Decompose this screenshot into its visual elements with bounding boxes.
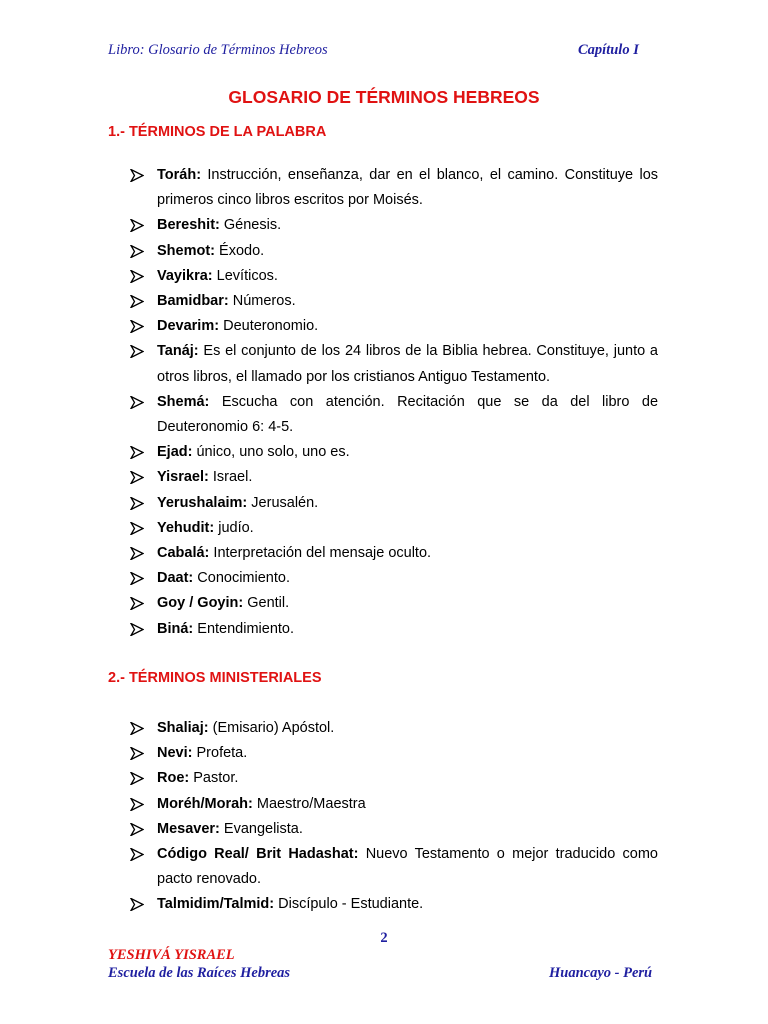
list-item — [130, 239, 658, 264]
arrow-bullet-icon — [130, 219, 144, 232]
list-item — [130, 591, 658, 616]
arrow-bullet-icon — [130, 497, 144, 510]
list-item — [130, 842, 658, 892]
list-item — [130, 617, 658, 642]
footer-location: Huancayo - Perú — [549, 965, 653, 981]
terms-list-palabra — [130, 163, 658, 642]
arrow-bullet-icon — [130, 747, 144, 760]
term-definition: Éxodo. — [219, 242, 265, 259]
page-number: 2 — [380, 930, 388, 946]
term-definition: Evangelista. — [223, 820, 303, 837]
arrow-bullet-icon — [130, 245, 144, 258]
header-book-title: Libro: Glosario de Términos Hebreos — [108, 42, 328, 58]
list-item — [130, 541, 658, 566]
list-item — [130, 566, 658, 591]
arrow-bullet-icon — [130, 772, 144, 785]
arrow-bullet-icon — [130, 345, 144, 358]
arrow-bullet-icon — [130, 597, 144, 610]
arrow-bullet-icon — [130, 270, 144, 283]
list-item — [130, 390, 658, 440]
arrow-bullet-icon — [130, 572, 144, 585]
term-definition: Interpretación del mensaje oculto. — [213, 545, 432, 562]
term-name: Vayikra: — [157, 267, 213, 284]
term-definition: Profeta. — [196, 745, 248, 762]
term-definition: Israel. — [212, 469, 253, 486]
list-item — [130, 314, 658, 339]
term-name: Bereshit: — [157, 217, 220, 234]
term-definition: (Emisario) Apóstol. — [212, 720, 335, 736]
arrow-bullet-icon — [130, 295, 144, 308]
arrow-bullet-icon — [130, 623, 144, 636]
list-item — [130, 792, 658, 817]
list-item — [130, 766, 658, 791]
term-definition: Levíticos. — [216, 267, 278, 284]
arrow-bullet-icon — [130, 396, 144, 409]
term-name: Nevi: — [157, 745, 193, 762]
term-name: Yehudit: — [157, 519, 215, 536]
term-name: Cabalá: — [157, 545, 210, 562]
term-name: Yisrael: — [157, 469, 209, 486]
list-item — [130, 817, 658, 842]
term-definition: Conocimiento. — [197, 570, 290, 587]
term-definition: Deuteronomio. — [223, 318, 319, 335]
arrow-bullet-icon — [130, 446, 144, 459]
footer-org: YESHIVÁ YISRAEL — [108, 947, 235, 963]
term-definition: Escucha con atención. Recitación que se da del libro de Deuteronomio 6: 4-5. — [157, 393, 659, 436]
term-name: Toráh: — [157, 167, 202, 183]
term-definition: Maestro/Maestra — [256, 795, 366, 812]
arrow-bullet-icon — [130, 798, 144, 811]
arrow-bullet-icon — [130, 848, 144, 861]
list-item — [130, 491, 658, 516]
header-chapter: Capítulo I — [578, 42, 639, 58]
term-definition: Números. — [232, 293, 296, 310]
term-name: Bamidbar: — [157, 293, 229, 310]
term-name: Mesaver: — [157, 820, 220, 837]
term-definition: Entendimiento. — [197, 620, 295, 637]
term-definition: Instrucción, enseñanza, dar en el blanco, el camino. Constituye los primeros cinco libros escritos por Moisés. — [157, 167, 659, 209]
term-name: Shaliaj: — [157, 720, 209, 736]
term-name: Moréh/Morah: — [157, 795, 253, 812]
page-title: GLOSARIO DE TÉRMINOS HEBREOS — [228, 87, 540, 107]
term-definition: Discípulo - Estudiante. — [278, 896, 424, 913]
list-item — [130, 163, 658, 213]
list-item — [130, 892, 658, 917]
term-name: Goy / Goyin: — [157, 595, 244, 612]
term-definition: único, uno solo, uno es. — [196, 444, 350, 461]
term-name: Código Real/ Brit Hadashat: — [157, 846, 359, 863]
footer-school: Escuela de las Raíces Hebreas — [108, 965, 291, 981]
term-definition: Gentil. — [247, 595, 290, 612]
section-heading-palabra: 1.- TÉRMINOS DE LA PALABRA — [108, 124, 327, 140]
term-name: Biná: — [157, 620, 194, 637]
arrow-bullet-icon — [130, 547, 144, 560]
term-name: Yerushalaim: — [157, 494, 248, 511]
list-item — [130, 516, 658, 541]
list-item — [130, 465, 658, 490]
term-name: Daat: — [157, 570, 194, 587]
list-item — [130, 716, 658, 741]
section-heading-ministeriales: 2.- TÉRMINOS MINISTERIALES — [108, 670, 322, 686]
terms-list-ministeriales — [130, 716, 658, 918]
arrow-bullet-icon — [130, 320, 144, 333]
term-name: Ejad: — [157, 444, 193, 461]
term-definition: Nuevo Testamento o mejor traducido como pacto renovado. — [157, 846, 658, 888]
arrow-bullet-icon — [130, 522, 144, 535]
term-definition: Es el conjunto de los 24 libros de la Biblia hebrea. Constituye, junto a otros libros, el llamado por los cristianos Antiguo Testamento. — [157, 343, 658, 385]
arrow-bullet-icon — [130, 722, 144, 735]
term-definition: Jerusalén. — [251, 494, 319, 511]
term-name: Shemot: — [157, 242, 215, 259]
list-item — [130, 264, 658, 289]
term-name: Talmidim/Talmid: — [157, 896, 275, 913]
term-name: Shemá: — [157, 393, 210, 410]
list-item — [130, 741, 658, 766]
term-definition: Pastor. — [193, 770, 239, 787]
list-item — [130, 213, 658, 238]
term-definition: Génesis. — [223, 217, 282, 234]
arrow-bullet-icon — [130, 169, 144, 182]
arrow-bullet-icon — [130, 471, 144, 484]
list-item — [130, 440, 658, 465]
list-item — [130, 339, 658, 389]
term-name: Devarim: — [157, 318, 220, 335]
term-name: Tanáj: — [157, 343, 199, 360]
term-definition: judío. — [218, 519, 254, 536]
term-name: Roe: — [157, 770, 190, 787]
arrow-bullet-icon — [130, 898, 144, 911]
list-item — [130, 289, 658, 314]
arrow-bullet-icon — [130, 823, 144, 836]
